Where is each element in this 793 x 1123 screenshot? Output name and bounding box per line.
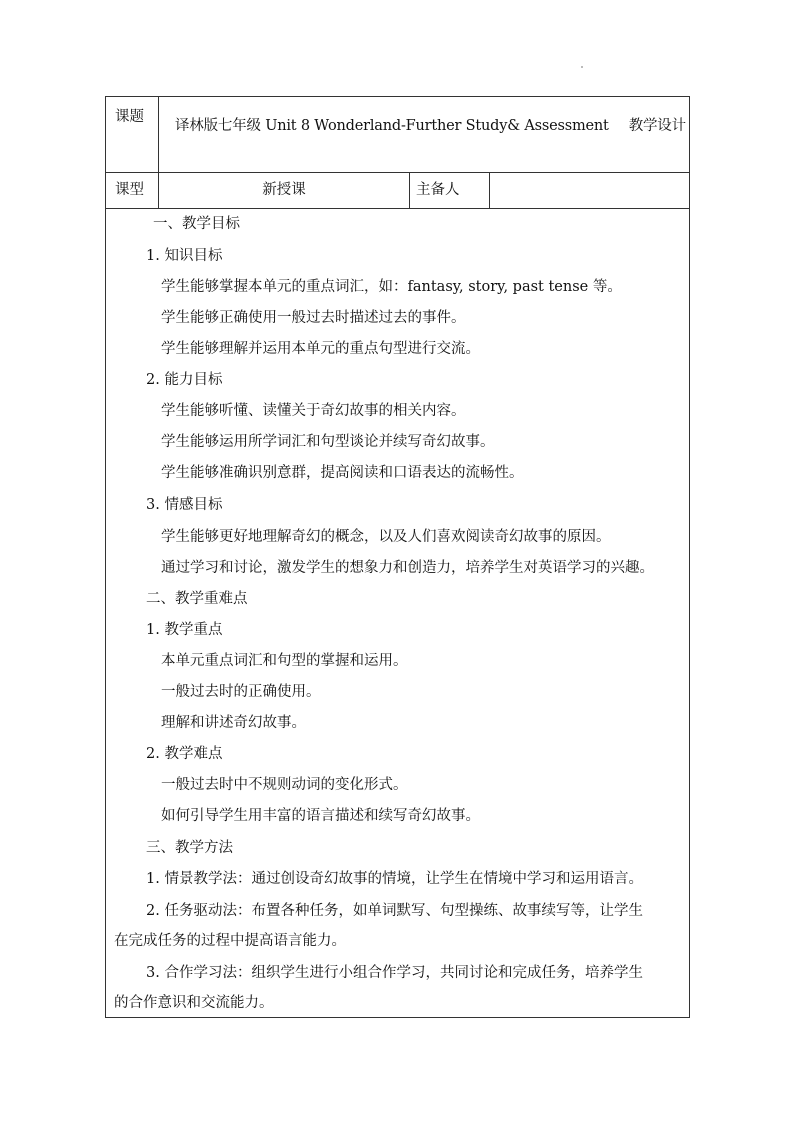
type-row <box>106 173 690 209</box>
method-2-line-2: 在完成任务的过程中提高语言能力。 <box>114 933 346 949</box>
knowledge-item-2: 学生能够正确使用一般过去时描述过去的事件。 <box>161 310 466 326</box>
difficult-point-2: 如何引导学生用丰富的语言描述和续写奇幻故事。 <box>161 808 480 824</box>
lesson-plan-table <box>105 96 690 1018</box>
title-row <box>106 97 690 173</box>
method-3-line-1: 3. 合作学习法：组织学生进行小组合作学习，共同讨论和完成任务，培养学生 <box>146 965 643 981</box>
section-key-difficult-heading: 二、教学重难点 <box>146 591 248 607</box>
knowledge-item-3: 学生能够理解并运用本单元的重点句型进行交流。 <box>161 341 480 357</box>
knowledge-item-1: 学生能够掌握本单元的重点词汇，如：fantasy, story, past tense 等。 <box>161 279 622 295</box>
content-row <box>106 209 690 1018</box>
ability-item-1: 学生能够听懂、读懂关于奇幻故事的相关内容。 <box>161 403 466 419</box>
type-value: 新授课 <box>159 173 410 209</box>
subsection-emotion: 3. 情感目标 <box>146 497 223 513</box>
type-label: 课型 <box>106 173 159 209</box>
subsection-knowledge: 1. 知识目标 <box>146 248 223 264</box>
section-methods-heading: 三、教学方法 <box>146 840 233 856</box>
emotion-item-2: 通过学习和讨论，激发学生的想象力和创造力，培养学生对英语学习的兴趣。 <box>161 560 654 576</box>
subsection-key-points: 1. 教学重点 <box>146 622 223 638</box>
key-point-1: 本单元重点词汇和句型的掌握和运用。 <box>161 653 408 669</box>
method-2-line-1: 2. 任务驱动法：布置各种任务，如单词默写、句型操练、故事续写等，让学生 <box>146 903 643 919</box>
presenter-label: 主备人 <box>410 173 490 209</box>
subsection-difficult-points: 2. 教学难点 <box>146 746 223 762</box>
page-marker-dot <box>581 66 583 68</box>
content-cell <box>106 209 690 1018</box>
difficult-point-1: 一般过去时中不规则动词的变化形式。 <box>161 777 408 793</box>
title-value-cell <box>159 97 690 173</box>
emotion-item-1: 学生能够更好地理解奇幻的概念，以及人们喜欢阅读奇幻故事的原因。 <box>161 529 611 545</box>
key-point-2: 一般过去时的正确使用。 <box>161 684 321 700</box>
key-point-3: 理解和讲述奇幻故事。 <box>161 715 306 731</box>
method-3-line-2: 的合作意识和交流能力。 <box>114 995 274 1011</box>
lesson-title-suffix: 教学设计 <box>628 118 686 134</box>
ability-item-2: 学生能够运用所学词汇和句型谈论并续写奇幻故事。 <box>161 434 495 450</box>
ability-item-3: 学生能够准确识别意群，提高阅读和口语表达的流畅性。 <box>161 465 524 481</box>
section-objectives-heading: 一、教学目标 <box>153 216 240 232</box>
presenter-value <box>490 173 690 209</box>
method-1: 1. 情景教学法：通过创设奇幻故事的情境，让学生在情境中学习和运用语言。 <box>146 871 643 887</box>
lesson-title: 译林版七年级 Unit 8 Wonderland-Further Study& Assessment <box>175 118 609 134</box>
subsection-ability: 2. 能力目标 <box>146 372 223 388</box>
title-label: 课题 <box>106 97 159 173</box>
